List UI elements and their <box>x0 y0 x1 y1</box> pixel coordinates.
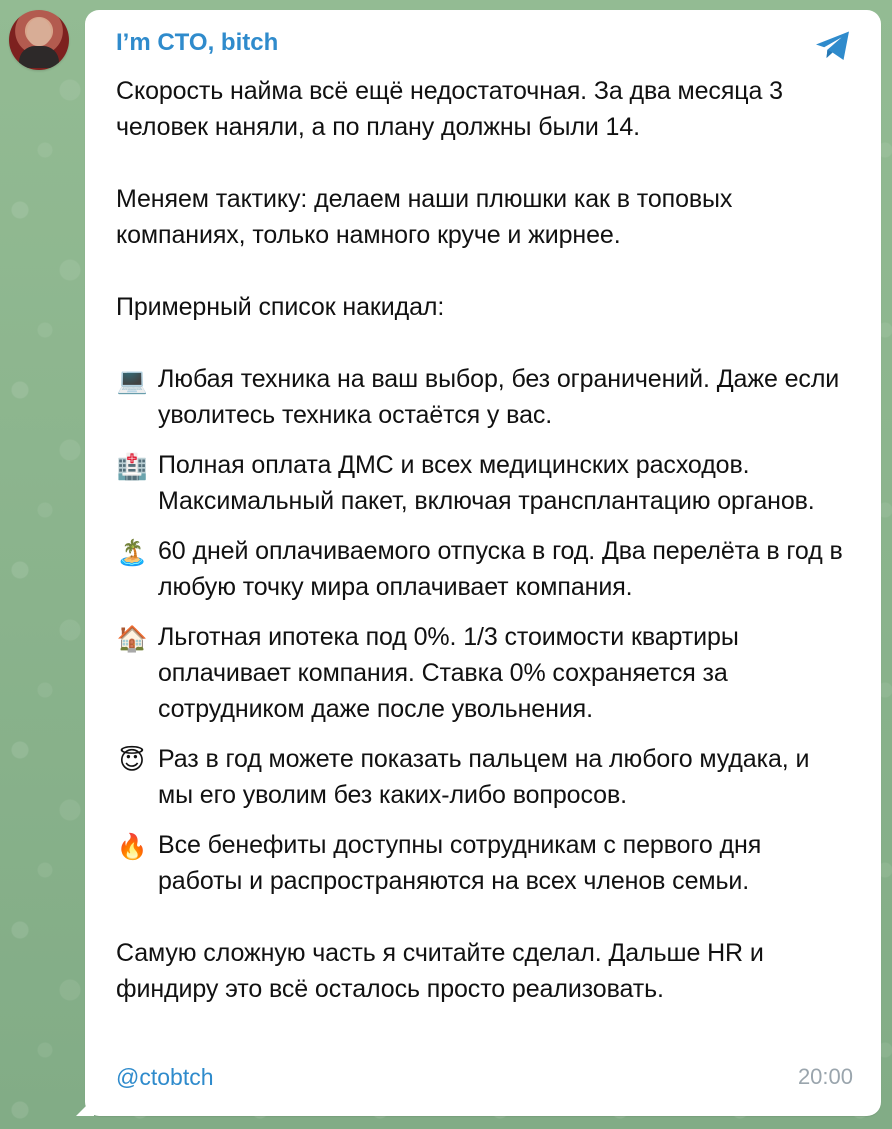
laptop-icon: 💻 <box>116 366 148 395</box>
smiling-face-with-halo-icon: 😇 <box>119 746 145 775</box>
benefits-list <box>116 361 851 899</box>
channel-signature-link[interactable]: @ctobtch <box>116 1064 214 1090</box>
message-bubble <box>85 10 881 1116</box>
benefit-text: Любая техника на ваш выбор, без ограничений. Даже если уволитесь техника остаётся у вас. <box>158 365 840 429</box>
channel-name[interactable]: I’m CTO, bitch <box>116 29 279 56</box>
fire-icon: 🔥 <box>116 832 148 861</box>
benefit-text: Льготная ипотека под 0%. 1/3 стоимости квартиры оплачивает компания. Ставка 0% сохраняется за сотрудником даже после увольнения. <box>158 623 739 723</box>
benefit-item <box>116 619 851 727</box>
benefit-item <box>116 447 851 519</box>
benefit-text: Раз в год можете показать пальцем на любого мудака, и мы его уволим без каких-либо вопросов. <box>158 745 810 809</box>
closing-paragraph: Самую сложную часть я считайте сделал. Дальше HR и финдиру это всё осталось просто реализовать. <box>116 939 764 1003</box>
house-icon: 🏠 <box>116 624 148 653</box>
intro-paragraph: Скорость найма всё ещё недостаточная. За два месяца 3 человек наняли, а по плану должны были 14. <box>116 77 783 141</box>
benefit-item <box>116 533 851 605</box>
benefit-text: 60 дней оплачиваемого отпуска в год. Два перелёта в год в любую точку мира оплачивает компания. <box>158 537 843 601</box>
message-time: 20:00 <box>797 1064 853 1089</box>
benefit-text: Полная оплата ДМС и всех медицинских расходов. Максимальный пакет, включая трансплантацию органов. <box>158 451 815 515</box>
avatar[interactable] <box>9 10 69 70</box>
hospital-icon: 🏥 <box>116 452 148 481</box>
telegram-paper-plane-icon[interactable] <box>813 28 853 64</box>
desert-island-icon: 🏝️ <box>116 538 148 567</box>
benefit-text: Все бенефиты доступны сотрудникам с первого дня работы и распространяются на всех членов семьи. <box>158 831 762 895</box>
benefit-item <box>116 741 851 813</box>
list-intro-paragraph: Примерный список накидал: <box>116 293 445 321</box>
tactic-paragraph: Меняем тактику: делаем наши плюшки как в топовых компаниях, только намного круче и жирнее. <box>116 185 733 249</box>
benefit-item <box>116 361 851 433</box>
message-content <box>116 73 851 1043</box>
benefit-item <box>116 827 851 899</box>
